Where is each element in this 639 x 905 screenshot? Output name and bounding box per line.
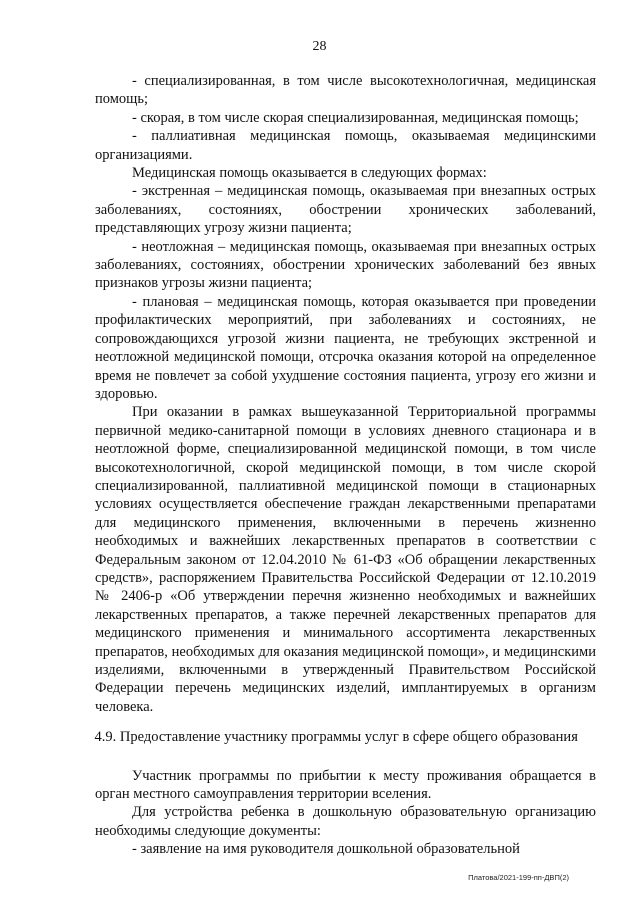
list-item-non-urgent-form: - неотложная – медицинская помощь, оказываемая при внезапных острых заболеваниях, состояниях, обострении хронических заболеваний без явных признаков угрозы жизни пациента;	[95, 238, 596, 292]
page-number: 28	[312, 39, 327, 54]
education-list-item: - заявление на имя руководителя дошкольной образовательной	[132, 841, 520, 858]
list-item-emergency-care: - скорая, в том числе скорая специализированная, медицинская помощь;	[132, 109, 579, 126]
section-heading: 4.9. Предоставление участнику программы услуг в сфере общего образования	[94, 729, 578, 746]
medication-provision-paragraph: При оказании в рамках вышеуказанной Территориальной программы первичной медико-санитарной помощи в условиях дневного стационара и в неотложной форме, специализированной медицинской помощи, в том числе высокотехнологичной, скорой медицинской помощи, в том числе скорой специализированной, паллиативной медицинской помощи в стационарных условиях осуществляется обеспечение граждан лекарственными препаратами для медицинского применения, включенными в перечень жизненно необходимых и важнейших лекарственных препаратов в соответствии с Федеральным законом от 12.04.2010 № 61-ФЗ «Об обращении лекарственных средств», распоряжением Правительства Российской Федерации от 12.10.2019 № 2406-р «Об утверждении перечня жизненно необходимых и важнейших лекарственных препаратов, а также перечней лекарственных препаратов для медицинского применения и минимального ассортимента лекарственных препаратов, необходимых для оказания медицинской помощи», и медицинскими изделиями, включенными в утвержденный Правительством Российской Федерации перечень медицинских изделий, имплантируемых в организм человека.	[95, 404, 596, 715]
document-footer-code: Платова/2021-199-пп-ДВП(2)	[468, 873, 569, 882]
list-item-specialized-care: - специализированная, в том числе высокотехнологичная, медицинская помощь;	[95, 73, 596, 108]
list-item-palliative-care: - паллиативная медицинская помощь, оказываемая медицинскими организациями.	[95, 128, 596, 163]
list-item-urgent-form: - экстренная – медицинская помощь, оказываемая при внезапных острых заболеваниях, состояниях, обострении хронических заболеваний, представляющих угрозу жизни пациента;	[95, 183, 596, 237]
education-paragraph-2: Для устройства ребенка в дошкольную образовательную организацию необходимы следующие документы:	[95, 804, 596, 839]
forms-intro-paragraph: Медицинская помощь оказывается в следующих формах:	[132, 165, 487, 182]
education-paragraph-1: Участник программы по прибытии к месту проживания обращается в орган местного самоуправления территории вселения.	[95, 767, 596, 803]
section-spacer	[95, 747, 596, 767]
document-body	[95, 72, 596, 859]
list-item-planned-form: - плановая – медицинская помощь, которая оказывается при проведении профилактических мероприятий, при заболеваниях и состояниях, не сопровождающихся угрозой жизни пациента, не требующих экстренной и неотложной медицинской помощи, отсрочка оказания которой на определенное время не повлечет за собой ухудшение состояния пациента, угрозу его жизни и здоровью.	[95, 293, 596, 402]
